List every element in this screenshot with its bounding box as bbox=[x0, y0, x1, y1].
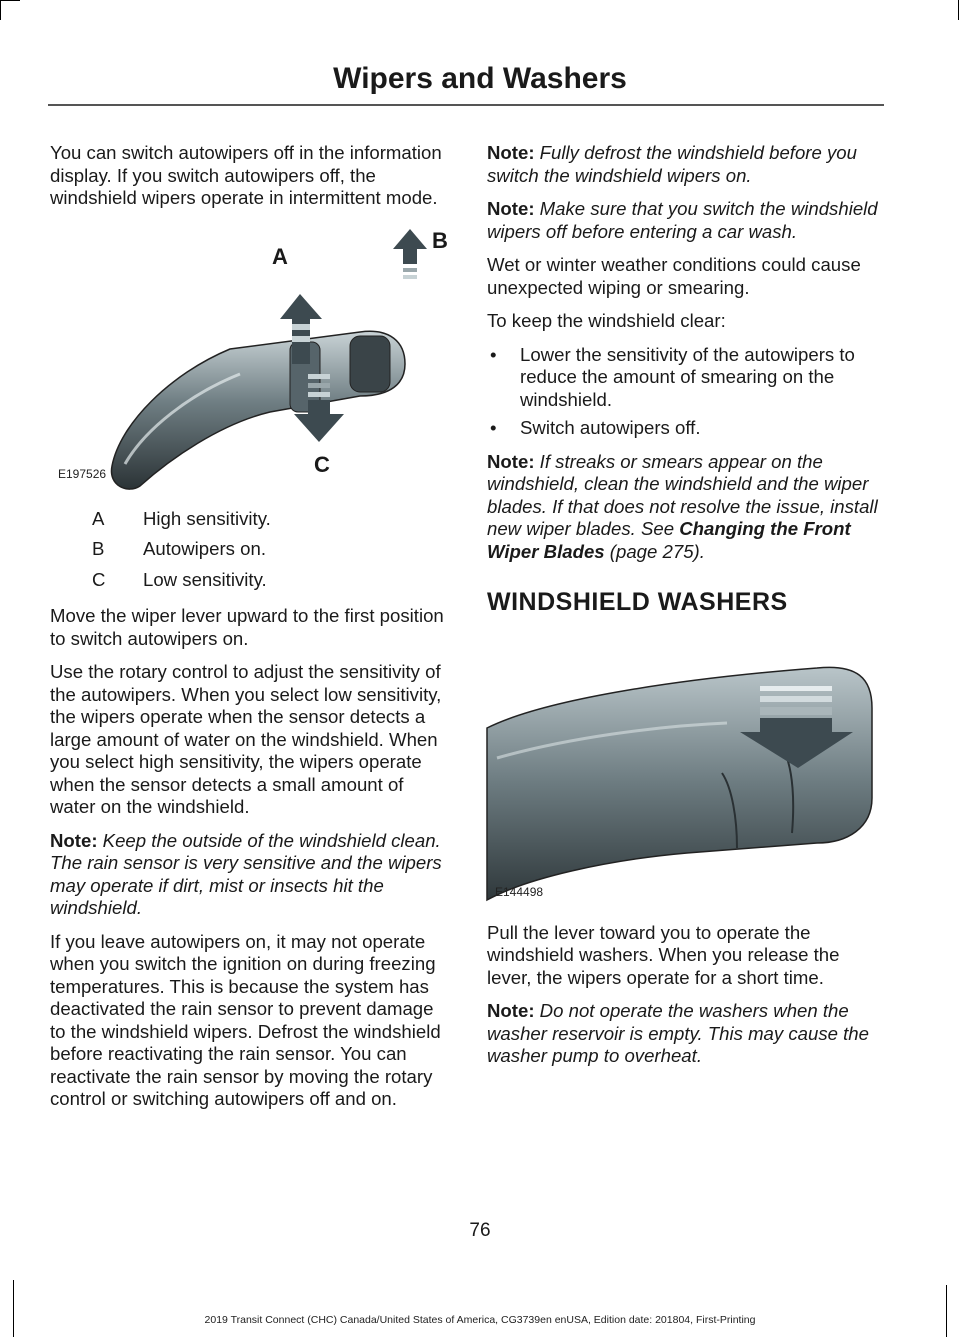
left-column bbox=[50, 142, 448, 1122]
note-label: Note: bbox=[487, 450, 535, 472]
arrow-b-icon bbox=[393, 229, 427, 279]
note-rain-sensor bbox=[50, 830, 445, 920]
crop-mark bbox=[0, 0, 1, 20]
bullet-list bbox=[487, 344, 885, 440]
figure-label-b: B bbox=[432, 227, 448, 253]
legend-key: B bbox=[92, 538, 105, 559]
legend-row bbox=[50, 569, 445, 592]
cross-reference-link[interactable]: Changing the Front Wiper Blades bbox=[487, 518, 851, 562]
list-item-text: Lower the sensitivity of the autowipers to reduce the amount of smearing on the windshield. bbox=[520, 343, 855, 410]
crop-mark bbox=[946, 1285, 947, 1337]
section-heading: WINDSHIELD WASHERS bbox=[487, 588, 788, 616]
move-lever-paragraph: Move the wiper lever upward to the first position to switch autowipers on. bbox=[50, 605, 444, 649]
note-text: Make sure that you switch the windshield wipers off before entering a car wash. bbox=[487, 198, 878, 242]
list-item-text: Switch autowipers off. bbox=[520, 417, 701, 438]
legend-text: Low sensitivity. bbox=[143, 568, 267, 590]
note-text: Do not operate the washers when the washer reservoir is empty. This may cause the washer pump to overheat. bbox=[487, 1000, 869, 1066]
legend-key: C bbox=[92, 568, 106, 590]
autowiper-lever-figure bbox=[50, 224, 448, 490]
list-item bbox=[487, 417, 885, 440]
list-item bbox=[487, 344, 885, 412]
legend-row bbox=[50, 538, 445, 561]
note-washer-pump bbox=[487, 1000, 885, 1068]
intro-paragraph: You can switch autowipers off in the information display. If you switch autowipers off, the windshield wipers operate in intermittent mode. bbox=[50, 142, 442, 208]
note-text: If streaks or smears appear on the windshield, clean the windshield and the wiper blades. If that does not resolve the issue, install new wiper blades. See bbox=[487, 450, 878, 539]
page-footer: 2019 Transit Connect (CHC) Canada/United States of America, CG3739en enUSA, Edition date: 201804, First-Printing bbox=[204, 1314, 756, 1326]
page-reference: (page 275). bbox=[604, 540, 705, 562]
crop-mark bbox=[13, 1280, 14, 1337]
page-number: 76 bbox=[469, 1220, 491, 1241]
washer-lever-figure bbox=[487, 638, 885, 908]
legend-row bbox=[50, 508, 445, 531]
note-label: Note: bbox=[487, 1000, 535, 1021]
legend-text: High sensitivity. bbox=[143, 507, 271, 529]
note-defrost bbox=[487, 142, 885, 187]
note-label: Note: bbox=[487, 142, 535, 163]
freezing-paragraph: If you leave autowipers on, it may not operate when you switch the ignition on during freezing temperatures. This is because the system has deactivated the rain sensor to prevent damage to the windshield wipers. Defrost the windshield before reactivating the rain sensor. You can reactivate the rain sensor by moving the rotary control or switching autowipers off and on. bbox=[50, 930, 441, 1109]
note-label: Note: bbox=[487, 198, 535, 219]
bullet-mark: • bbox=[490, 343, 497, 365]
figure-label-a: A bbox=[272, 243, 288, 269]
weather-paragraph: Wet or winter weather conditions could cause unexpected wiping or smearing. bbox=[487, 254, 861, 298]
header-rule bbox=[48, 104, 884, 106]
keep-clear-paragraph: To keep the windshield clear: bbox=[487, 310, 726, 331]
figure-code: E197526 bbox=[58, 467, 107, 481]
legend-text: Autowipers on. bbox=[143, 538, 266, 559]
note-car-wash bbox=[487, 198, 885, 243]
right-column bbox=[487, 142, 885, 1079]
note-streaks bbox=[487, 451, 885, 564]
note-label: Note: bbox=[50, 829, 98, 851]
crop-mark bbox=[0, 0, 20, 1]
bullet-mark: • bbox=[490, 417, 497, 438]
rotary-control-paragraph: Use the rotary control to adjust the sensitivity of the autowipers. When you select low sensitivity, the wipers operate when the sensor detects a large amount of water on the windshield. When you select high sensitivity, the wipers operate when the sensor detects a small amount of water on the windshield. bbox=[50, 661, 442, 817]
wiper-lever-illustration bbox=[50, 224, 448, 490]
figure-label-c: C bbox=[314, 451, 330, 477]
note-text: Keep the outside of the windshield clean. The rain sensor is very sensitive and the wipers may operate if dirt, mist or insects hit the windshield. bbox=[50, 829, 442, 918]
figure-legend bbox=[50, 508, 445, 592]
washer-lever-illustration bbox=[487, 638, 885, 908]
crop-mark bbox=[958, 0, 959, 20]
page-title: Wipers and Washers bbox=[333, 62, 627, 95]
figure-code: E144498 bbox=[495, 885, 544, 899]
note-text: Fully defrost the windshield before you switch the windshield wipers on. bbox=[487, 142, 857, 186]
legend-key: A bbox=[92, 507, 105, 529]
pull-lever-paragraph: Pull the lever toward you to operate the windshield washers. When you release the lever, the wipers operate for a short time. bbox=[487, 921, 840, 988]
